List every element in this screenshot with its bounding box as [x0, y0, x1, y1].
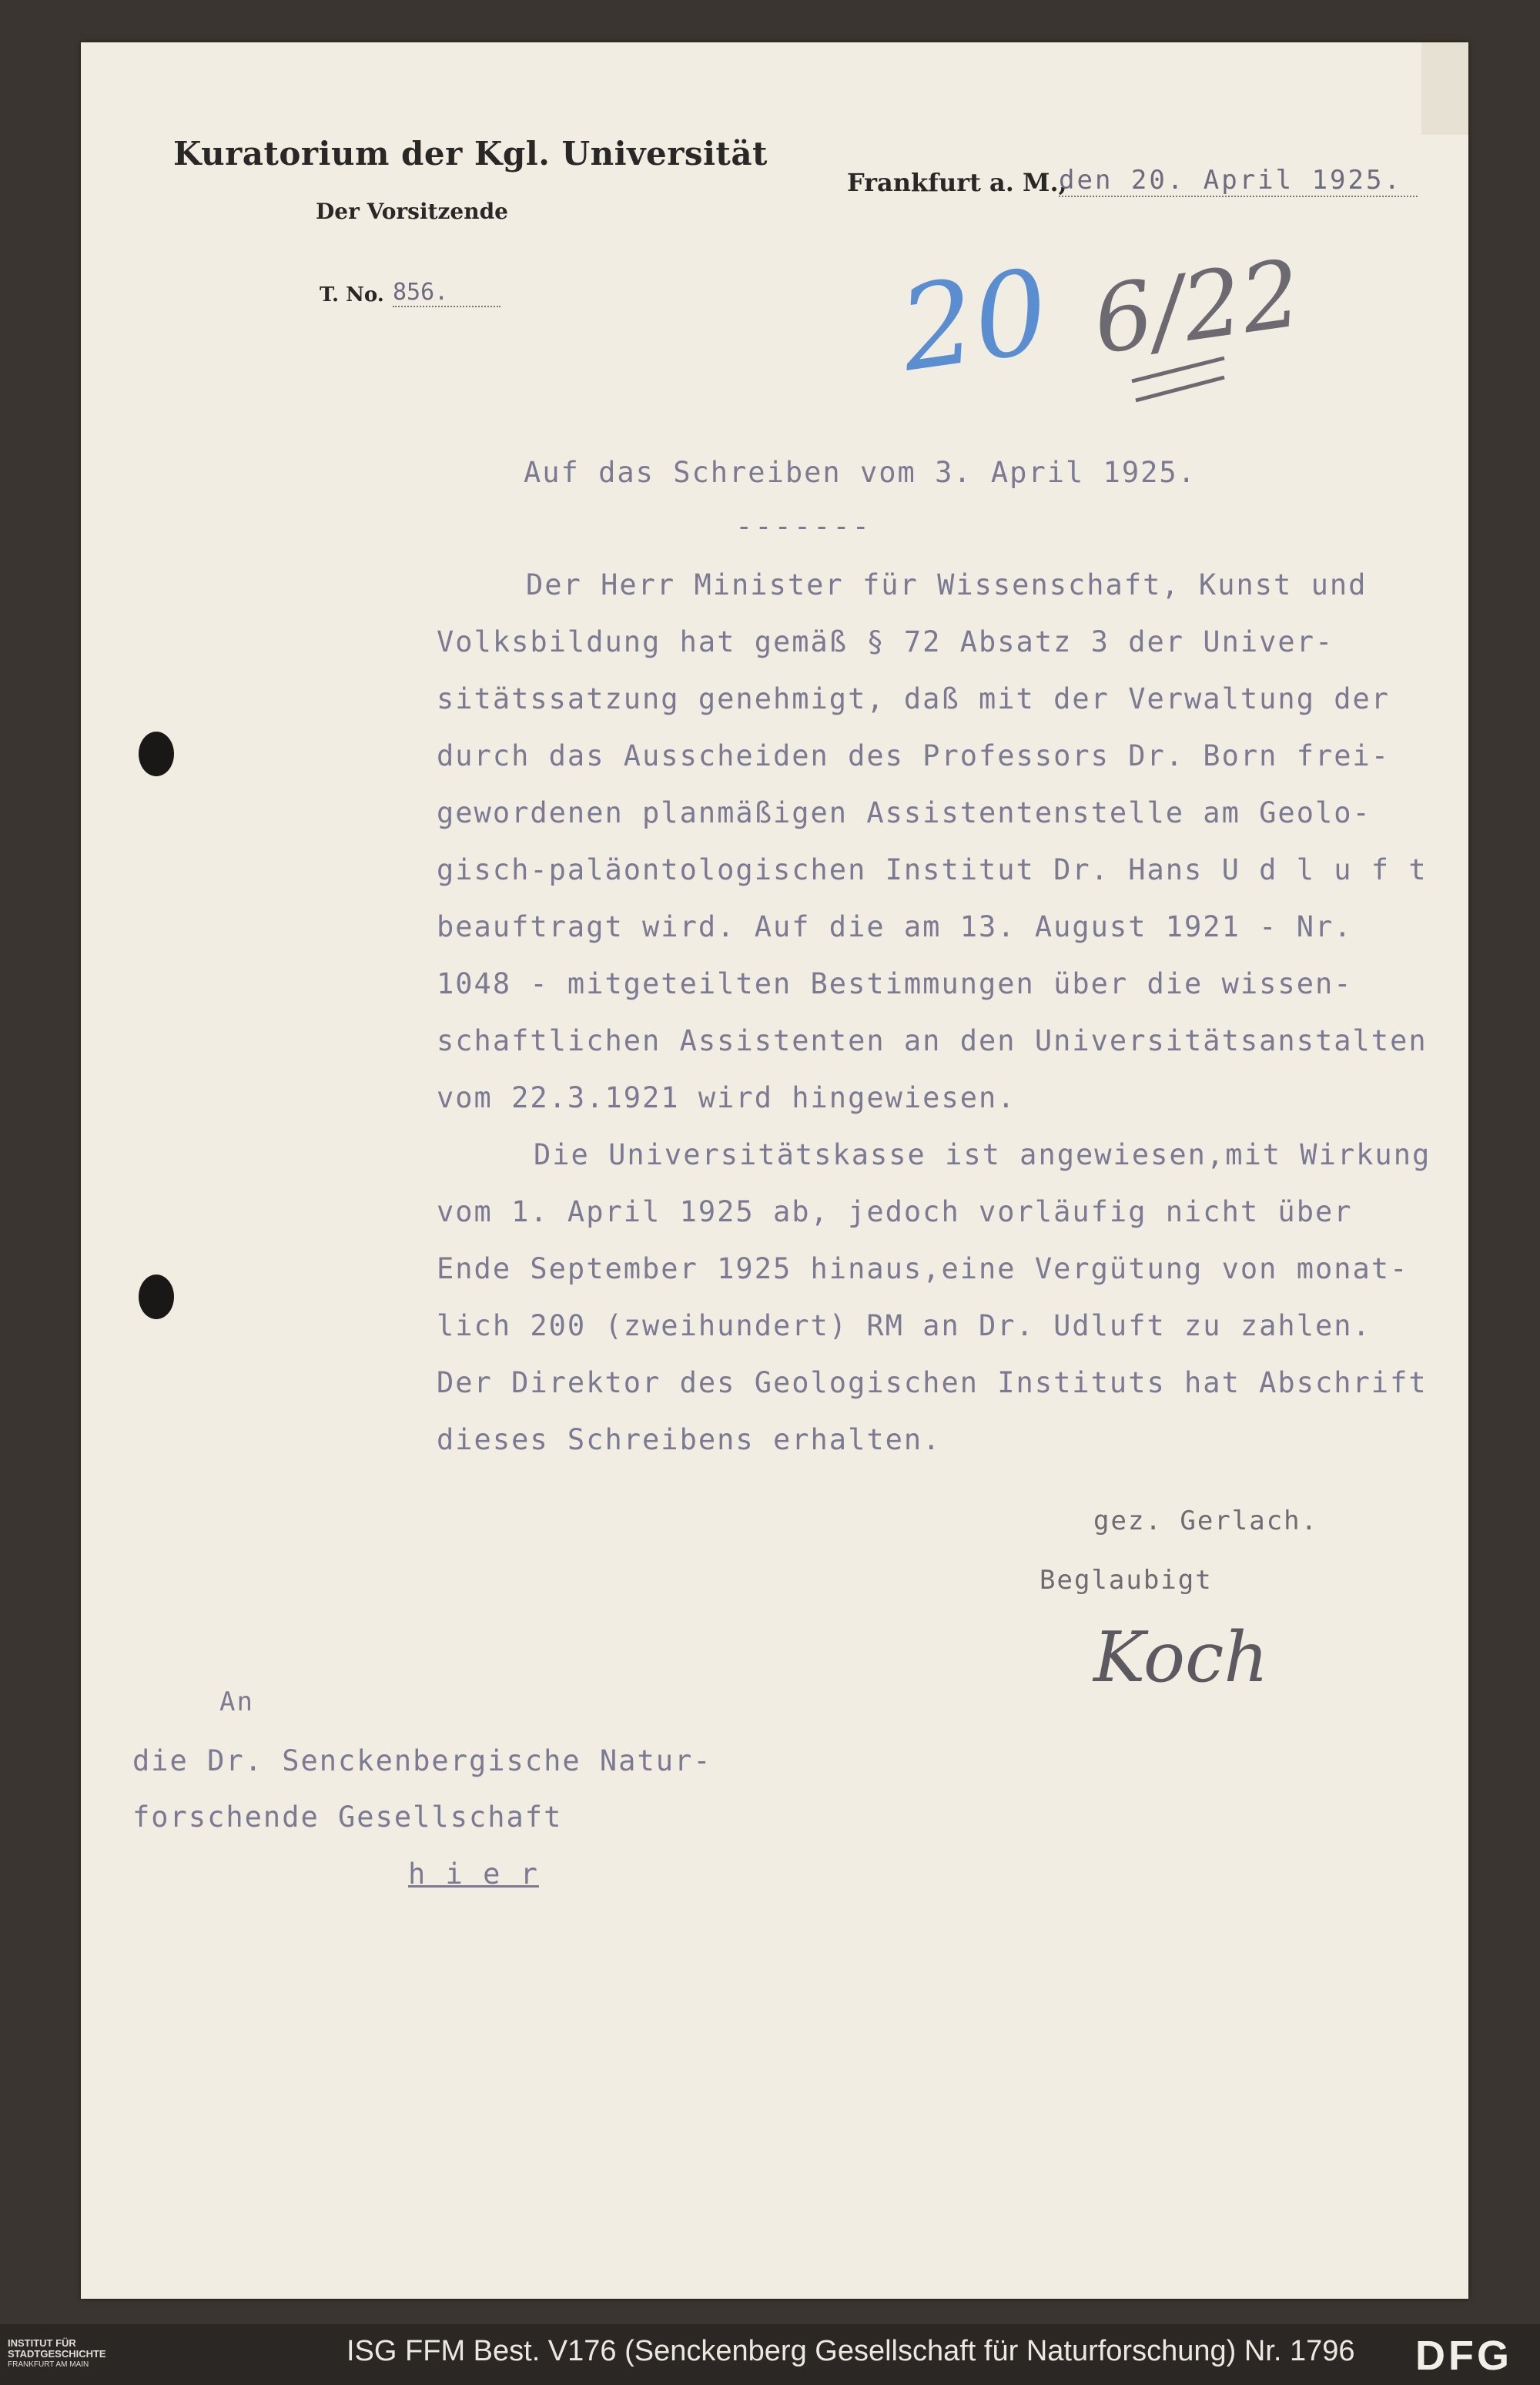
recipient-line3: h i e r: [408, 1857, 539, 1891]
recipient-line2: forschende Gesellschaft: [132, 1800, 563, 1834]
body-line: dieses Schreibens erhalten.: [437, 1423, 942, 1456]
subject-separator: -------: [735, 510, 872, 543]
blue-handwritten-number: 20: [892, 244, 1057, 398]
certified-label: Beglaubigt: [1040, 1565, 1213, 1596]
signed-by: gez. Gerlach.: [1093, 1506, 1319, 1536]
body-line: lich 200 (zweihundert) RM an Dr. Udluft zu zahlen.: [437, 1309, 1371, 1342]
punch-hole-top: [139, 732, 174, 776]
body-line: beauftragt wird. Auf die am 13. August 1921 - Nr.: [437, 910, 1353, 943]
body-line: Der Direktor des Geologischen Instituts hat Abschrift: [437, 1366, 1428, 1399]
body-line: schaftlichen Assistenten an den Universitätsanstalten: [437, 1024, 1428, 1057]
body-line: sitätssatzung genehmigt, daß mit der Verwaltung der: [437, 682, 1391, 715]
body-line: Der Herr Minister für Wissenschaft, Kunst und: [526, 568, 1368, 601]
subject-line: Auf das Schreiben vom 3. April 1925.: [524, 456, 1197, 489]
body-line: gisch-paläontologischen Institut Dr. Hans U d l u f t: [437, 853, 1428, 886]
body-line: vom 22.3.1921 wird hingewiesen.: [437, 1081, 1016, 1114]
dfg-logo: DFG: [1415, 2333, 1512, 2379]
punch-hole-bottom: [139, 1275, 174, 1319]
body-line: Die Universitätskasse ist angewiesen,mit Wirkung: [534, 1138, 1431, 1171]
reference-number: 856.: [393, 279, 500, 307]
recipient-line1: die Dr. Senckenbergische Natur-: [132, 1744, 712, 1777]
handwritten-signature: Koch: [1093, 1617, 1269, 1698]
institute-line1: INSTITUT FÜR: [8, 2337, 76, 2349]
institute-logo-text: [8, 2338, 169, 2370]
body-line: Volksbildung hat gemäß § 72 Absatz 3 der Univer-: [437, 625, 1334, 658]
place-label: Frankfurt a. M.,: [847, 168, 1067, 197]
institute-line3: FRANKFURT AM MAIN: [8, 2360, 89, 2369]
body-line: durch das Ausscheiden des Professors Dr. Born frei-: [437, 739, 1391, 772]
body-line: vom 1. April 1925 ab, jedoch vorläufig nicht über: [437, 1195, 1353, 1228]
reference-label: T. No.: [320, 283, 384, 306]
archive-caption: ISG FFM Best. V176 (Senckenberg Gesellschaft für Naturforschung) Nr. 1796: [346, 2335, 1355, 2367]
body-line: 1048 - mitgeteilten Bestimmungen über die wissen-: [437, 967, 1353, 1000]
paper-corner: [1421, 42, 1468, 135]
letter-date: den 20. April 1925.: [1059, 165, 1418, 197]
institute-line2: STADTGESCHICHTE: [8, 2348, 106, 2360]
recipient-to: An: [219, 1687, 254, 1717]
letterhead-role: Der Vorsitzende: [316, 199, 508, 224]
body-line: Ende September 1925 hinaus,eine Vergütung von monat-: [437, 1252, 1409, 1285]
letterhead-institution: Kuratorium der Kgl. Universität: [173, 135, 768, 173]
grey-handwritten-mark: 6/22: [1086, 240, 1307, 376]
body-line: gewordenen planmäßigen Assistentenstelle am Geolo-: [437, 796, 1371, 829]
double-underline-mark: [1128, 347, 1228, 408]
